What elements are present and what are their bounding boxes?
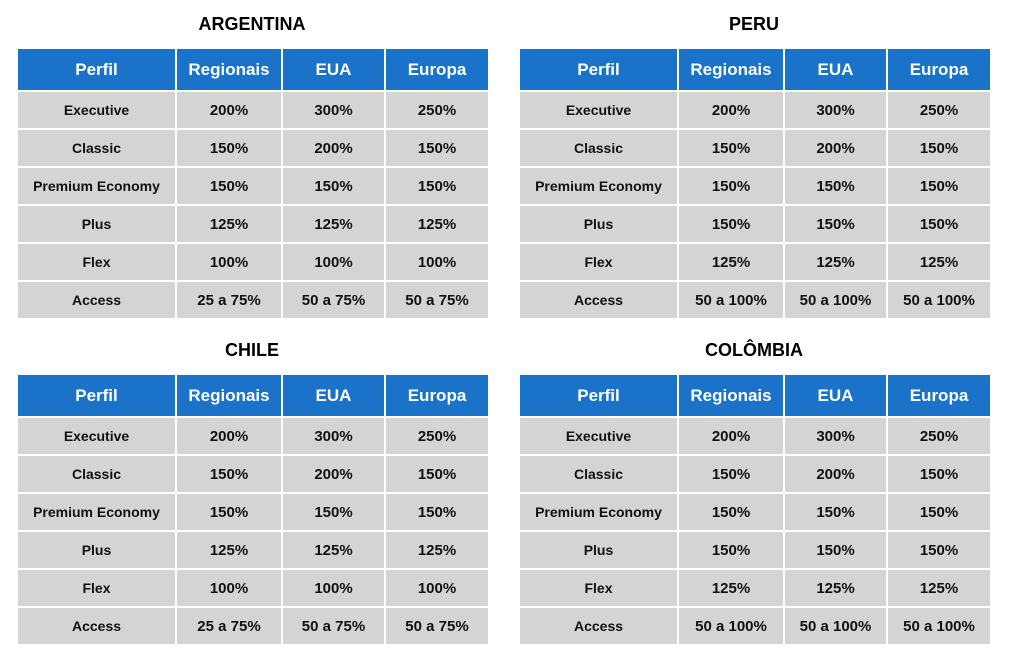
table-row (519, 607, 991, 645)
table-row (17, 167, 489, 205)
profile-cell: Flex (17, 243, 176, 281)
profile-column-header: Perfil (519, 374, 678, 417)
regionais-cell: 50 a 100% (678, 607, 784, 645)
panel-title: PERU (728, 14, 779, 34)
panel-colombia (518, 336, 992, 646)
table-row (17, 417, 489, 455)
eua-cell: 200% (784, 455, 887, 493)
panel-title: CHILE (225, 340, 279, 360)
regionais-cell: 150% (176, 455, 282, 493)
europa-column-header: Europa (385, 48, 489, 91)
regionais-cell: 150% (176, 493, 282, 531)
profile-cell: Classic (17, 129, 176, 167)
regionais-column-header: Regionais (678, 48, 784, 91)
regionais-cell: 25 a 75% (176, 607, 282, 645)
panel-peru (518, 10, 992, 320)
europa-cell: 50 a 75% (385, 607, 489, 645)
profile-cell: Access (519, 607, 678, 645)
regionais-cell: 150% (678, 493, 784, 531)
europa-cell: 50 a 75% (385, 281, 489, 319)
eua-cell: 50 a 75% (282, 281, 385, 319)
europa-cell: 100% (385, 243, 489, 281)
europa-cell: 150% (385, 493, 489, 531)
profile-cell: Premium Economy (519, 493, 678, 531)
table-row (519, 531, 991, 569)
regionais-cell: 150% (678, 455, 784, 493)
panel-title: ARGENTINA (198, 14, 306, 34)
panel-argentina (16, 10, 490, 320)
panel-title: COLÔMBIA (705, 340, 803, 360)
rates-table (16, 47, 490, 320)
profile-cell: Classic (519, 129, 678, 167)
eua-cell: 150% (784, 205, 887, 243)
europa-cell: 150% (887, 129, 991, 167)
profile-cell: Classic (17, 455, 176, 493)
regionais-cell: 150% (678, 167, 784, 205)
eua-cell: 200% (282, 129, 385, 167)
europa-cell: 100% (385, 569, 489, 607)
table-row (519, 243, 991, 281)
europa-cell: 150% (887, 531, 991, 569)
profile-cell: Flex (519, 243, 678, 281)
europa-cell: 125% (385, 205, 489, 243)
table-row (17, 493, 489, 531)
regionais-cell: 100% (176, 569, 282, 607)
regionais-cell: 200% (176, 91, 282, 129)
europa-column-header: Europa (887, 374, 991, 417)
profile-cell: Premium Economy (17, 493, 176, 531)
table-row (17, 129, 489, 167)
regionais-cell: 150% (176, 167, 282, 205)
europa-column-header: Europa (887, 48, 991, 91)
eua-column-header: EUA (282, 374, 385, 417)
eua-cell: 50 a 75% (282, 607, 385, 645)
profile-column-header: Perfil (519, 48, 678, 91)
table-row (17, 455, 489, 493)
europa-cell: 150% (887, 455, 991, 493)
table-row (17, 205, 489, 243)
header-row (17, 48, 489, 91)
rates-table (518, 373, 992, 646)
profile-column-header: Perfil (17, 374, 176, 417)
profile-cell: Executive (519, 91, 678, 129)
europa-cell: 50 a 100% (887, 281, 991, 319)
profile-column-header: Perfil (17, 48, 176, 91)
eua-cell: 150% (784, 493, 887, 531)
profile-cell: Executive (17, 91, 176, 129)
header-row (17, 374, 489, 417)
regionais-cell: 200% (678, 91, 784, 129)
profile-cell: Plus (519, 531, 678, 569)
europa-cell: 250% (385, 91, 489, 129)
europa-cell: 150% (385, 455, 489, 493)
table-row (519, 417, 991, 455)
eua-cell: 150% (784, 167, 887, 205)
eua-cell: 300% (282, 417, 385, 455)
table-row (17, 607, 489, 645)
eua-cell: 300% (282, 91, 385, 129)
regionais-cell: 25 a 75% (176, 281, 282, 319)
table-row (519, 493, 991, 531)
rates-table (16, 373, 490, 646)
table-row (17, 569, 489, 607)
regionais-cell: 150% (176, 129, 282, 167)
eua-cell: 125% (784, 243, 887, 281)
regionais-column-header: Regionais (176, 48, 282, 91)
europa-cell: 150% (385, 129, 489, 167)
regionais-cell: 125% (678, 243, 784, 281)
profile-cell: Access (17, 281, 176, 319)
eua-cell: 200% (784, 129, 887, 167)
regionais-cell: 200% (176, 417, 282, 455)
europa-cell: 250% (887, 417, 991, 455)
europa-cell: 150% (887, 167, 991, 205)
profile-cell: Executive (17, 417, 176, 455)
eua-column-header: EUA (282, 48, 385, 91)
profile-cell: Executive (519, 417, 678, 455)
regionais-cell: 150% (678, 531, 784, 569)
profile-cell: Plus (519, 205, 678, 243)
regionais-cell: 200% (678, 417, 784, 455)
header-row (519, 374, 991, 417)
table-row (17, 281, 489, 319)
table-row (519, 569, 991, 607)
eua-cell: 150% (282, 493, 385, 531)
regionais-column-header: Regionais (678, 374, 784, 417)
eua-cell: 50 a 100% (784, 607, 887, 645)
table-row (519, 129, 991, 167)
regionais-cell: 50 a 100% (678, 281, 784, 319)
profile-cell: Access (519, 281, 678, 319)
table-row (519, 455, 991, 493)
europa-cell: 250% (887, 91, 991, 129)
regionais-cell: 150% (678, 129, 784, 167)
regionais-cell: 125% (176, 531, 282, 569)
eua-cell: 150% (282, 167, 385, 205)
europa-cell: 150% (385, 167, 489, 205)
eua-cell: 125% (282, 531, 385, 569)
regionais-column-header: Regionais (176, 374, 282, 417)
europa-cell: 50 a 100% (887, 607, 991, 645)
eua-column-header: EUA (784, 48, 887, 91)
eua-cell: 200% (282, 455, 385, 493)
eua-column-header: EUA (784, 374, 887, 417)
eua-cell: 125% (784, 569, 887, 607)
profile-cell: Premium Economy (17, 167, 176, 205)
europa-cell: 150% (887, 205, 991, 243)
profile-cell: Plus (17, 531, 176, 569)
europa-cell: 125% (887, 243, 991, 281)
europa-cell: 250% (385, 417, 489, 455)
eua-cell: 300% (784, 417, 887, 455)
profile-cell: Classic (519, 455, 678, 493)
table-row (17, 91, 489, 129)
eua-cell: 125% (282, 205, 385, 243)
profile-cell: Access (17, 607, 176, 645)
eua-cell: 100% (282, 243, 385, 281)
europa-cell: 125% (385, 531, 489, 569)
europa-cell: 125% (887, 569, 991, 607)
profile-cell: Premium Economy (519, 167, 678, 205)
profile-cell: Flex (17, 569, 176, 607)
panel-chile (16, 336, 490, 646)
profile-cell: Plus (17, 205, 176, 243)
table-row (17, 531, 489, 569)
table-row (519, 167, 991, 205)
table-row (519, 205, 991, 243)
eua-cell: 50 a 100% (784, 281, 887, 319)
europa-cell: 150% (887, 493, 991, 531)
eua-cell: 300% (784, 91, 887, 129)
eua-cell: 150% (784, 531, 887, 569)
regionais-cell: 100% (176, 243, 282, 281)
table-row (519, 91, 991, 129)
regionais-cell: 125% (678, 569, 784, 607)
eua-cell: 100% (282, 569, 385, 607)
header-row (519, 48, 991, 91)
profile-cell: Flex (519, 569, 678, 607)
regionais-cell: 150% (678, 205, 784, 243)
table-row (17, 243, 489, 281)
table-row (519, 281, 991, 319)
europa-column-header: Europa (385, 374, 489, 417)
regionais-cell: 125% (176, 205, 282, 243)
rates-table (518, 47, 992, 320)
